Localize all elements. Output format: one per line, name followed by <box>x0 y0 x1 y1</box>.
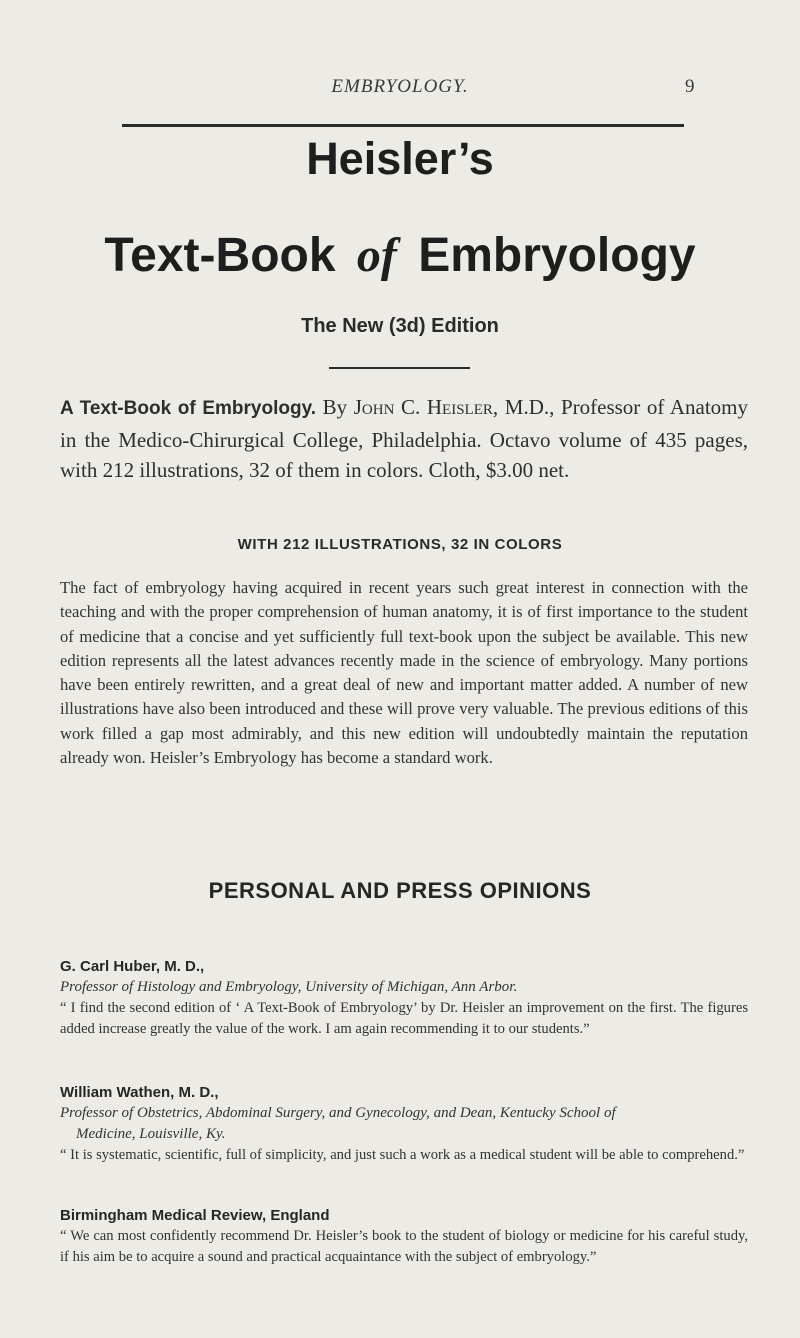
opinion-entry <box>60 1082 748 1166</box>
opinion-name: G. Carl Huber, M. D., <box>60 958 205 975</box>
opinion-quote: “ We can most confidently recommend Dr. Heisler’s book to the student of biology or medicine for his careful study, if his aim be to acquire a sound and practical acquaintance with the subject of embryology.” <box>60 1228 748 1265</box>
top-rule <box>122 124 684 127</box>
opinion-entry <box>60 956 748 1040</box>
description-by: By <box>322 395 348 419</box>
author-name: John C. Heisler <box>353 395 493 419</box>
opinion-quote: “ It is systematic, scientific, full of simplicity, and just such a work as a medical student will be able to comprehend.” <box>60 1147 745 1163</box>
divider-rule <box>329 367 470 369</box>
running-title: EMBRYOLOGY. <box>331 76 469 97</box>
edition-subtitle: The New (3d) Edition <box>301 315 499 337</box>
opinion-affiliation-cont: Medicine, Louisville, Ky. <box>76 1126 226 1142</box>
opinion-name: William Wathen, M. D., <box>60 1084 219 1101</box>
book-title-of: of <box>356 229 397 282</box>
opinion-affiliation: Professor of Histology and Embryology, University of Michigan, Ann Arbor. <box>60 979 518 995</box>
opinion-name: Birmingham Medical Review, England <box>60 1207 330 1224</box>
book-title-author: Heisler’s <box>306 133 494 184</box>
opinion-affiliation: Professor of Obstetrics, Abdominal Surgery, and Gynecology, and Dean, Kentucky School of <box>60 1105 616 1121</box>
book-title-embryology: Embryology <box>418 229 696 282</box>
book-description <box>60 392 748 486</box>
opinion-entry <box>60 1205 748 1268</box>
description-lead: A Text-Book of Embryology. <box>60 398 317 419</box>
opinions-heading: PERSONAL AND PRESS OPINIONS <box>208 878 592 903</box>
illustrations-heading: WITH 212 ILLUSTRATIONS, 32 IN COLORS <box>237 536 563 553</box>
body-paragraph: The fact of embryology having acquired in recent years such great interest in connection with the teaching and with the proper comprehension of human anatomy, it is of first importance to the student of medicine that a concise and yet sufficiently full text-book upon the subject be available. This new edition represents all the latest advances recently made in the science of embryology. Many portions have been entirely rewritten, and a great deal of new and important matter added. A number of new illustrations have also been introduced and these will prove very valuable. The previous editions of this work filled a gap most admirably, and this new edition will undoubtedly maintain the reputation already won. Heisler’s Embryology has become a standard work. <box>60 578 748 768</box>
book-title-main <box>0 228 800 283</box>
page-number: 9 <box>685 76 695 97</box>
description-rest: , M.D., Professor of Anatomy in the Medico-Chirurgical College, Philadelphia. Octavo volume of 435 pages, with 212 illustrations, 32 of them in colors. Cloth, $3.00 net. <box>60 395 748 482</box>
book-title-textbook: Text-Book <box>104 229 336 282</box>
opinion-quote: “ I find the second edition of ‘ A Text-Book of Embryology’ by Dr. Heisler an improvement on the first. The figures added increase greatly the value of the work. I am again recommending it to our students.” <box>60 1000 748 1037</box>
